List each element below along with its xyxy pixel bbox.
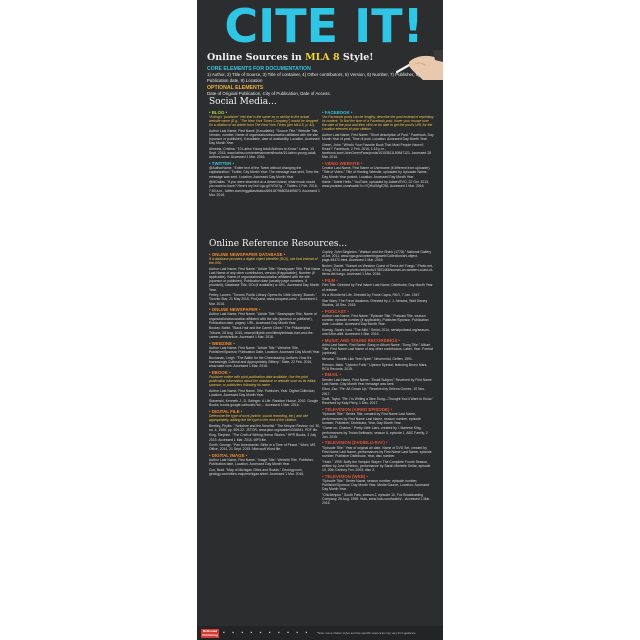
- citation-entry: Author Last Name, First Name. "Article Title." Webzine Title, Publisher/Sponsor, Publication Date, Location. Accessed Day Month Year.: [209, 345, 321, 354]
- entry-heading: • ONLINE NEWSPAPER DATABASE •: [209, 251, 286, 257]
- citation-entry: King, Stephen. "The Craft of Writing Horror Stories." HPR Books, 3 July 2015. Accessed 1 Mar. 2016. MP3 file.: [209, 433, 317, 442]
- entry-heading: • TELEVISION (WEB) •: [322, 473, 369, 479]
- entry-heading: • TWITTER •: [209, 161, 235, 167]
- entry-heading: • DIGITAL FILE •: [209, 408, 243, 414]
- entry-heading: • FACEBOOK •: [322, 109, 353, 115]
- entry-heading: • ONLINE NEWSPAPER •: [209, 307, 261, 313]
- core-heading: CORE ELEMENTS FOR DOCUMENTATION: [207, 66, 311, 72]
- poster-footer: [197, 626, 443, 640]
- citation-entry: @MGallas. "If you were stranded on a desert island, what music would you want to have? Here's my list! t.go.gl/?i/OA?g..." Twitter, 1 Feb. 2016, 7:50 a.m., twitter.com/mggallas/status/694187968034469673. Accessed 1 Mar. 2016.: [209, 180, 320, 197]
- subtitle-accent: MLA 8: [305, 52, 340, 63]
- citation-entry: "Hush." 1999. Buffy the Vampire Slayer: The Complete Fourth Season, written by Joss Whedon, performance by Sarah Michelle Gellar, episode 10, 20th Century Fox, 2003, disc 3.: [322, 459, 431, 473]
- citation-entry: Smith, George. "Pan Americanist: Strife in a Time of Peace." Word, MS Office, 2014, 21 Sept. 2015. Microsoft Word file.: [209, 443, 316, 452]
- citation-entry: Cox, Brad. "Map of Michigan Cities and Roads." Geology.com, geology.com/cities-map/michigan.shtml. Accessed 1 Mar. 2016.: [209, 468, 305, 477]
- citation-entry: Buchanan, Leigh. "The Battle for the Cheerleading Uniform: How It's Increasingly Cultural and Appropriately Glittery." Slate, 22 Feb. 2016, www.slate.com. Accessed 1 Mar. 2016.: [209, 355, 313, 368]
- citation-entry: "Chickenpox." South Park, season 2, episode 10, Fox Broadcasting Company, 26 Aug. 1998. Hulu, www.hulu.com/watch/... Accessed 1 Mar. 2016.: [322, 492, 431, 506]
- citation-entry: Author Last Name, First Name. "Article Title." Newspaper Title, First Name Last Name of any other contributors, version (if applicable), Number (if applicable), Name of organization/association affiliated with the site (sponsor or publisher), Publication date (usually page numbers, if provided), Database Title, DOI (if available) or URL. Accessed Day Month Year.: [209, 266, 321, 292]
- core-items: 1) Author, 2) Title of Source, 3) Title of container, 4) Other contributors, 5) Version, 6) Number, 7) Publisher, 8) Publication date, 9) Location: [207, 72, 420, 83]
- social-media-heading: Social Media...: [209, 97, 277, 107]
- entry-note: *As Facebook posts can be lengthy, describe the post instead of reprinting its content. To find the time of a Facebook post, hover your mouse over the date of the post and then click on its date to get the post's URL for the Location element of your citation.: [322, 114, 434, 132]
- entry-heading: • FILM •: [322, 278, 338, 284]
- entry-note: Publisher online with print publication data available. Use the print publication information about the database or website such as its editor, sponsor, or publishers following its name.: [209, 374, 317, 388]
- footer-icons: ▪ ▪ ▪ ▪ ▪ ▪ ▪ ▪ ▪ ▪: [223, 630, 311, 636]
- citation-entry: Booker, Bobbi. "Black Hair and the Career Climb." The Philadelphia Tribune, 28 Aug. 2015, www.phillytrib.com/lifestyle/black-hair-and-the-career-climb/article. Accessed 1 Mar. 2016.: [209, 326, 314, 339]
- citation-entry: Artist Last Name, First Name. Song or Album Name. "Song Title." Album Title, First Name Last Name of any other contributors, Label, Year. Format (optional).: [322, 342, 433, 356]
- reference-right-column: [322, 250, 434, 623]
- entry-heading: • VIDEO WEBSITE •: [322, 161, 363, 167]
- entry-heading: • EBOOK •: [209, 369, 231, 375]
- citation-entry: Koenig, Sarah, host. "The Alibi." Serial, 2014, serialpodcast.org/season-one/1/the-alibi. Accessed 1 Mar. 2016.: [322, 327, 430, 337]
- citation-entry: Bentley, Phyllis. "Yorkshire and the Novelist." The Kenyon Review, vol. 30, no. 4, 1968, pp. 509-22. JSTOR, www.jstor.org/stable/4334841. PDF file.: [209, 423, 321, 432]
- citation-entry: Author Last Name, First Name. "Episode Title." Podcast Title, season number, episode number (if applicable), Publisher/Sponsor, Publication date, Location. Accessed Day Month Year.: [322, 313, 429, 327]
- social-right-column: [322, 108, 434, 234]
- citation-entry: "Game on, Charles." Pretty Little Liars, created by I. Marlene King, performances by Troian Bellisario, season 6, episode 1, ABC Family, 2 Jun. 2015.: [322, 426, 428, 439]
- citation-entry: Almeida, Cristina. "10 Latino Young Adult Authors to Know." Latina, 10 Sept. 2015, www.latina.com/entertainment/books/10-latino-young-adult-authors-know. Accessed 1 Mar. 2016.: [209, 146, 317, 160]
- reference-heading: Online Reference Resources...: [209, 239, 348, 249]
- footer-note: *Note: some citation styles and site-specific references may vary from guidance.: [317, 631, 417, 635]
- citation-entry: It's a Wonderful Life. Directed by Frank Capra, RKO, 7 Jan. 1947.: [322, 293, 421, 298]
- citation-entry: Author Last Name, First Name (if available). "Source Title." Website Title, Version, number, Name of organization/association affiliated with the site (sponsor or publisher), if available, date of availability. Location. Accessed Day Month Year.: [209, 128, 320, 146]
- poster-title: CITE IT!: [224, 0, 424, 53]
- reference-left-column: [209, 250, 321, 623]
- entry-heading: • TELEVISION (AIRED EPISODE) •: [322, 407, 393, 413]
- social-left-column: [209, 108, 321, 234]
- citation-entry: Petley, Lauren. "Toronto Public Library Opens Its 'Little Library' Branch." Toronto Star, 21 May 2015, ProQuest, www.proquest.com/... Accessed 1 Mar. 2016.: [209, 293, 318, 306]
- entry-heading: • WEBZINE •: [209, 340, 235, 346]
- entry-heading: • TELEVISION (DVD/BLU-RAY) •: [322, 440, 388, 446]
- citation-entry: @AuthorName. "Entire text of the Tweet without changing the capitalization." Twitter, City Month Year. The message was sent, Time the message was sent. Location. Accessed Day Month Year.: [209, 166, 319, 179]
- entry-note: Determine the type of work (article, sound recording, etc.) and cite appropriately, adding the file type to the end of the citation.: [209, 413, 309, 422]
- entry-heading: • EMAIL •: [322, 372, 342, 378]
- citation-entry: "Episode Title." Year of original air date. Name of DVD Set, created by First Name Last Name, performances by First Name Last Name, episode number, Publisher Distributor, Year, disc number.: [322, 445, 432, 459]
- citation-entry: Author Last Name, First Name. "Short description of Post." Facebook, Day Month Year of post, Time of post. Location. Accessed Day Month Year.: [322, 132, 434, 142]
- subtitle-prefix: Online Sources in: [207, 52, 306, 63]
- citation-entry: "Episode Title." Series Name, season number, episode number, Publisher/Sponsor, Day Month Year. Media Source, Location. Accessed Day Month Year.: [322, 478, 430, 492]
- citation-entry: Nirvana. "Smells Like Teen Spirit." Nevermind, Geffen, 1991.: [322, 356, 413, 361]
- entry-heading: • MUSIC AND SOUND RECORDINGS •: [322, 337, 401, 343]
- core-elements: [207, 67, 439, 96]
- citation-entry: Swift, Taylor. "Re: I'm Writing a New Song—Thought You'd Want to Know." Received by Katy Perry, 1 Dec. 2017.: [322, 397, 434, 406]
- citation-entry: Creator Last Name, First Name or Username (if different from uploader). "Title of Video." Title of Hosting Website, uploaded by Uploader Name, Day Month Year posted, Location. Accessed Day Month Year.: [322, 166, 431, 179]
- poster-subtitle: [207, 52, 397, 63]
- entry-heading: • DIGITAL IMAGE •: [209, 453, 248, 459]
- citation-entry: Star Wars: The Force Awakens. Directed by J. J. Abrams, Walt Disney Studios, 18 Dec. 2015.: [322, 298, 428, 307]
- citation-entry: Copley, John Singleton. "Watson and the Shark (1778)." National Gallery of Art, 2011, www.nga.gov/content/ngaweb/Collection/art-object-page.46471.html. Accessed 1 Mar. 2016.: [322, 250, 432, 263]
- entry-heading: • PODCAST •: [322, 308, 349, 314]
- citation-entry: Adele. "Adele Hello." YouTube, uploaded by AdeleVEVO, 22 Oct. 2015, www.youtube.com/watch?v=YQHsXMglC9A. Accessed 1 Mar. 2016.: [322, 180, 429, 189]
- citation-entry: Film Title. Directed by First Name Last Name, Distributor, Day Month Year of release.: [322, 283, 433, 292]
- poster: [197, 0, 443, 640]
- citation-entry: Sender Last Name, First Name. "Email Subject." Received by First Name Last Name, Day Month Year message was sent.: [322, 377, 432, 386]
- citation-entry: Author Last Name, First Name. Title. Publisher, Year. Digital Collection, Location. Accessed Day Month Year.: [209, 388, 316, 398]
- optional-heading: OPTIONAL ELEMENTS: [207, 84, 264, 91]
- citation-entry: Bruhni, Daniel. "Sunset on Western Coast of Tierra del Fuego." Photo.net, 4 Aug. 2014, www.photo.net/photo/17801465/sunset-on-western-coast-of-tierra-del-fuego. Accessed 1 Mar. 2016.: [322, 264, 433, 277]
- optional-items: Date of Original Publication, City of Publication, Date of Access.: [207, 91, 331, 97]
- publisher-logo: McDonald Publishing: [202, 629, 218, 638]
- citation-entry: Stavenski, Kenneth J., D. Salinger. A Life. Random House, 2010. Google Books, books.google.ca/books?id=... Accessed 1 Mar. 2016.: [209, 398, 319, 407]
- entry-heading: • BLOG •: [209, 109, 228, 115]
- entry-note: If a database provides a digital object identifier (DOI), use that instead of the URL.: [209, 256, 318, 265]
- citation-entry: Author Last Name, First Name. "Article Title." Newspaper Title, Name of organization/association affiliated with the site (sponsor or publisher), Publication date, pages). URL. Accessed Day Month Year.: [209, 312, 317, 325]
- citation-entry: Author Last Name, First Name. "Image Title." Website Title, Publisher, Publication date, Location. Accessed Day Month Year.: [209, 458, 314, 467]
- subtitle-suffix: Style!: [339, 52, 374, 63]
- citation-entry: Ronson, Mark. "Uptown Funk." Uptown Special, featuring Bruno Mars, RCA Records, 2015.: [322, 362, 428, 371]
- citation-entry: Elton, Zac. "Re: All Grown Up." Received by Selena Gomez, 10 Nov. 2017.: [322, 387, 425, 396]
- citation-entry: "Episode Title." Series Title, created by First Name Last Name, performances by First Name Last Name, season number, episode number, Publisher, Distributor, Year, Day Month Year.: [322, 412, 421, 425]
- entry-note: *A blog's "publisher" info that is the same as or similar to the actual website name (E.g., "The New York Times Company") would be dropped for a citation of an article from The New York Times (per MLA 8, p. 42).: [209, 114, 319, 128]
- citation-entry: Green, John. "What's Your Favorite Book That Most People Haven't Read?" Facebook, 2 Feb. 2016, 1:15 p.m., facebook.com/JohnGreenFans/posts/10153811160847121. Accessed 28 Mar. 2016.: [322, 142, 432, 160]
